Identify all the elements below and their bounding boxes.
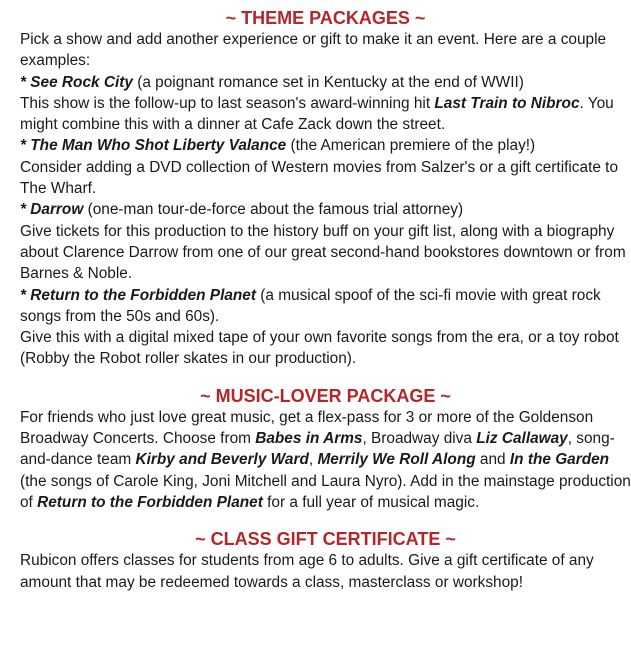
rock-city-title: * See Rock City [20,73,133,91]
merrily-we-roll-along: Merrily We Roll Along [317,451,476,469]
rock-city-body-text-2: . You might combine this with a dinner at Cafe Zack down the street. [20,94,614,134]
class-gift-heading: ~ CLASS GIFT CERTIFICATE ~ [195,529,456,550]
class-gift-body: Rubicon offers classes for students from age 6 to adults. Give a gift certificate of any amount that may be redeemed towards a class, masterclass or workshop! [20,552,594,591]
music-text-7: for a full year of musical magic. [262,493,480,511]
rock-city-body-text-1: This show is the follow-up to last season's award-winning hit [20,94,435,112]
theme-packages-heading: ~ THEME PACKAGES ~ [225,8,426,28]
music-text-2: , Broadway diva [362,430,477,448]
darrow-desc: (one-man tour-de-force about the famous trial attorney) [83,201,464,219]
valance-body: Consider adding a DVD collection of Western movies from Salzer's or a gift certificate to The Wharf. [20,158,619,198]
planet-title: * Return to the Forbidden Planet [20,286,256,304]
in-the-garden: In the Garden [509,451,610,469]
valance-title-line [20,135,631,156]
theme-intro: Pick a show and add another experience or gift to make it an event. Here are a couple examples: [20,31,607,70]
liz-callaway: Liz Callaway [476,430,568,448]
valance-desc: (the American premiere of the play!) [286,137,536,155]
page [0,7,631,593]
music-text-4: , [308,451,318,469]
music-text-5: and [475,451,510,469]
music-lover-heading: ~ MUSIC-LOVER PACKAGE ~ [200,385,451,406]
rock-city-desc: (a poignant romance set in Kentucky at the end of WWII) [132,73,524,91]
music-text-1: For friends who just love great music, get a flex-pass for 3 or more of the Goldenson Broadway Concerts. Choose from [20,408,594,448]
rock-city-title-line [20,72,631,93]
music-text-3: , song-and-dance team [20,430,615,469]
kirby-beverly-ward: Kirby and Beverly Ward [135,451,309,469]
planet-body: Give this with a digital mixed tape of your own favorite songs from the era, or a toy robot (Robby the Robot roller skates in our production). [20,329,619,368]
last-train-title: Last Train to Nibroc [434,94,580,112]
return-forbidden-planet: Return to the Forbidden Planet [37,493,263,511]
darrow-body: Give tickets for this production to the history buff on your gift list, along with a biography about Clarence Darrow from one of our great second-hand bookstores downtown or from Barnes & Noble. [20,222,626,283]
section-gap [20,370,631,385]
babes-in-arms: Babes in Arms [255,430,363,448]
section-gap [20,513,631,528]
music-text-6: (the songs of Carole King, Joni Mitchell and Laura Nyro). Add in the mainstage production of [20,472,631,511]
darrow-title: * Darrow [20,201,84,219]
rock-city-body [20,93,631,136]
music-lover-body [20,407,631,513]
valance-title: * The Man Who Shot Liberty Valance [20,137,287,155]
planet-desc: (a musical spoof of the sci-fi movie with great rock songs from the 50s and 60s). [20,286,601,325]
planet-title-line [20,285,631,328]
darrow-title-line [20,199,631,220]
